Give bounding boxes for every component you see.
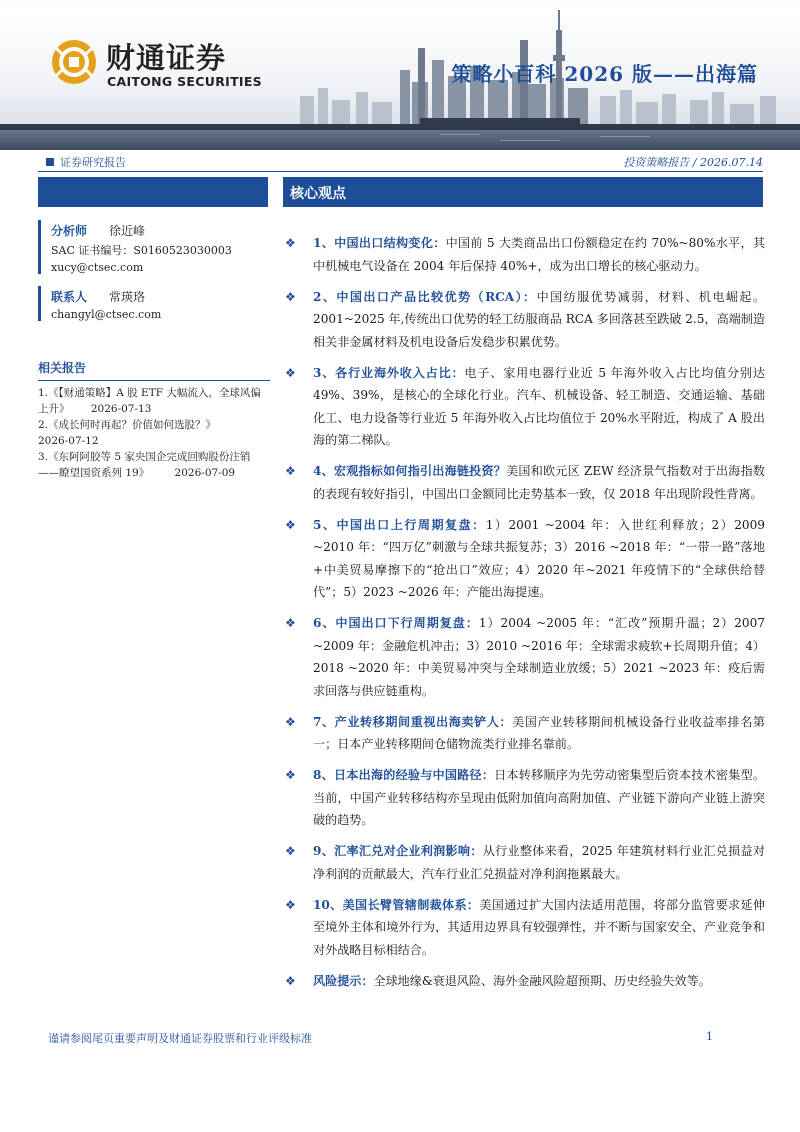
diamond-bullet-icon: ❖ <box>285 236 296 250</box>
diamond-bullet-icon: ❖ <box>285 768 296 782</box>
related-report-title: 1.《【财通策略】A 股 ETF 大幅流入，全球风偏上升》 <box>38 387 261 415</box>
caitong-logo-icon <box>50 38 98 86</box>
core-point <box>283 840 765 885</box>
core-view-header <box>283 177 763 207</box>
diamond-bullet-icon: ❖ <box>285 897 296 912</box>
contact-email[interactable]: changyl@ctsec.com <box>51 308 162 321</box>
diamond-bullet-icon: ❖ <box>285 844 296 858</box>
related-reports-title: 相关报告 <box>38 359 270 381</box>
core-point <box>283 711 765 756</box>
square-bullet-icon <box>46 158 54 166</box>
related-report-date: 2026-07-12 <box>38 435 99 447</box>
core-points-list <box>283 232 765 1001</box>
contact-block <box>38 286 268 321</box>
point-body: 中国前 5 大类商品出口份额稳定在约 70%~80%水平，其中机械电气设备在 2004 年后保持 40%+，成为出口增长的核心驱动力。 <box>313 236 766 273</box>
diamond-bullet-icon: ❖ <box>285 365 296 380</box>
page-number: 1 <box>706 1030 713 1043</box>
point-body: 美国和欧元区 ZEW 经济景气指数对于出海指数的表现有较好指引，中国出口金额同比走势基本一致，仅 2018 年出现阶段性背离。 <box>313 464 765 501</box>
contact-role-label: 联系人 <box>51 290 88 304</box>
point-body: 美国通过扩大国内法适用范围，将部分监管要求延伸至境外主体和境外行为，其适用边界具有较强弹性，并不断与国家安全、产业竞争和对外战略目标相结合。 <box>313 897 765 957</box>
related-reports <box>38 359 270 481</box>
header-banner <box>0 0 800 150</box>
report-type-label <box>46 154 126 170</box>
core-point <box>283 894 765 962</box>
risk-heading: 风险提示： <box>313 973 374 988</box>
analyst-block <box>38 220 268 274</box>
page-footer <box>38 1030 763 1046</box>
diamond-bullet-icon: ❖ <box>285 464 296 478</box>
point-body: 1）2001 ~2004 年：入世红利释放；2）2009 ~2010 年：“四万亿”刺激与全球共振复苏；3）2016 ~2018 年：“一带一路”落地+中美贸易摩擦下的“抢出口”效应；4）2020 年~2021 年疫情下的“全球供给替代”；5）2023 ~2026 年：产能出海提速。 <box>313 517 766 599</box>
related-report-date: 2026-07-13 <box>90 403 152 415</box>
point-heading: 1、中国出口结构变化： <box>313 236 446 250</box>
diamond-bullet-icon: ❖ <box>285 289 296 304</box>
analyst-role-label: 分析师 <box>51 224 88 238</box>
core-point <box>283 764 765 832</box>
point-heading: 7、产业转移期间重视出海卖铲人： <box>313 714 513 729</box>
logo-english-name: CAITONG SECURITIES <box>107 74 262 89</box>
core-point <box>283 232 765 277</box>
core-view-title: 核心观点 <box>290 186 346 202</box>
point-body: 中国纺服优势减弱，材料、机电崛起。2001~2025 年,传统出口优势的轻工纺服商品 RCA 多回落甚至跌破 2.5，高端制造相关非金属材料及机电设备后发稳步积累优势。 <box>313 289 765 349</box>
risk-body: 全球地缘&衰退风险、海外金融风险超预期、历史经验失效等。 <box>373 973 711 988</box>
diamond-bullet-icon: ❖ <box>285 973 296 988</box>
diamond-bullet-icon: ❖ <box>285 517 296 532</box>
related-report-title: 2.《成长何时再起？价值如何选股？》 <box>38 419 217 431</box>
point-heading: 10、美国长臂管辖制裁体系： <box>313 897 480 912</box>
sidebar-header-bar <box>38 177 268 207</box>
point-body: 从行业整体来看，2025 年建筑材料行业汇兑损益对净利润的贡献最大，汽车行业汇兑损益对净利润拖累最大。 <box>313 844 766 881</box>
core-point <box>283 286 765 354</box>
analyst-sac-number: SAC 证书编号：S0160523030003 <box>51 244 232 257</box>
point-heading: 6、中国出口下行周期复盘： <box>313 616 479 630</box>
contact-name: 常瑛珞 <box>109 290 146 304</box>
point-body: 日本转移顺序为先劳动密集型后资本技术密集型。当前，中国产业转移结构亦呈现由低附加值向高附加值、产业链下游向产业链上游突破的趋势。 <box>313 768 765 827</box>
point-body: 美国产业转移期间机械设备行业收益率排名第一；日本产业转移期间仓储物流类行业排名靠前。 <box>313 714 765 751</box>
related-report-item[interactable] <box>38 417 270 449</box>
report-type-text: 证券研究报告 <box>60 156 126 169</box>
company-logo <box>50 36 270 96</box>
core-point <box>283 362 765 452</box>
report-category-date: 投资策略报告 / 2026.07.14 <box>623 156 763 169</box>
point-heading: 5、中国出口上行周期复盘： <box>313 517 486 532</box>
logo-chinese-name: 财通证券 <box>106 41 227 75</box>
point-heading: 3、各行业海外收入占比： <box>313 365 465 380</box>
related-report-item[interactable] <box>38 449 270 481</box>
point-heading: 2、中国出口产品比较优势（RCA）： <box>313 289 537 304</box>
related-report-date: 2026-07-09 <box>174 467 236 479</box>
report-title: 策略小百科 2026 版——出海篇 <box>451 62 758 86</box>
point-heading: 8、日本出海的经验与中国路径： <box>313 768 495 782</box>
subheader-strip <box>38 152 763 172</box>
point-heading: 9、汇率汇兑对企业利润影响： <box>313 844 483 858</box>
related-report-title: 3.《东阿阿胶等 5 家央国企完成回购股份注销——瞭望国资系列 19》 <box>38 451 251 479</box>
diamond-bullet-icon: ❖ <box>285 616 296 630</box>
analyst-email[interactable]: xucy@ctsec.com <box>51 261 144 274</box>
core-point <box>283 612 765 702</box>
core-point <box>283 514 765 604</box>
analyst-name: 徐近峰 <box>109 224 146 238</box>
point-body: 1）2004 ~2005 年：“汇改”预期升温；2）2007 ~2009 年：金融危机冲击；3）2010 ~2016 年：全球需求疲软+长周期升值；4）2018 ~2020 年：中美贸易冲突与全球制造业放缓；5）2021 ~2023 年：疫后需求回落与供应链重构。 <box>313 616 765 698</box>
point-heading: 4、宏观指标如何指引出海链投资？ <box>313 464 507 478</box>
footer-disclaimer[interactable]: 谨请参阅尾页重要声明及财通证券股票和行业评级标准 <box>48 1032 312 1045</box>
core-point <box>283 460 765 505</box>
risk-warning <box>283 970 765 993</box>
related-report-item[interactable] <box>38 385 270 417</box>
diamond-bullet-icon: ❖ <box>285 714 296 729</box>
point-body: 电子、家用电器行业近 5 年海外收入占比均值分别达 49%、39%，是核心的全球化行业。汽车、机械设备、轻工制造、交通运输、基础化工、电力设备等行业近 5 年海外收入占比均值位于 20%水平附近，构成了 A 股出海的第二梯队。 <box>313 365 765 447</box>
